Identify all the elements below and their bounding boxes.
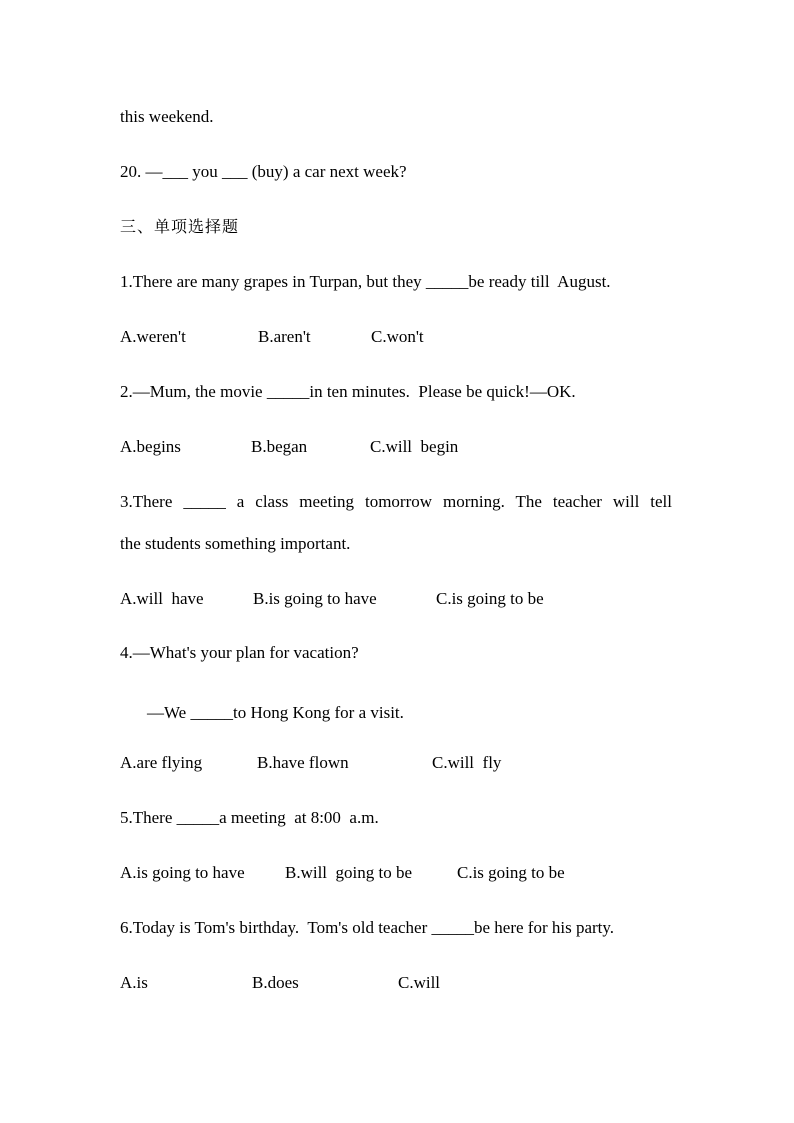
- question-5-option-c: C.is going to be: [457, 863, 565, 882]
- question-2-option-c: C.will begin: [370, 437, 459, 456]
- question-5-option-a: A.is going to have: [120, 863, 245, 882]
- question-3-option-a: A.will have: [120, 589, 204, 608]
- question-6-option-b: B.does: [252, 973, 299, 992]
- question-1-stem: 1.There are many grapes in Turpan, but they _____be ready till August.: [120, 272, 611, 291]
- question-3-option-c: C.is going to be: [436, 589, 544, 608]
- question-3-stem-line-2: the students something important.: [120, 534, 351, 553]
- previous-question-continuation: this weekend.: [120, 107, 214, 126]
- question-2-option-a: A.begins: [120, 437, 181, 456]
- question-2-option-b: B.began: [251, 437, 308, 456]
- question-20: 20. —___ you ___ (buy) a car next week?: [120, 162, 407, 181]
- question-5-stem: 5.There _____a meeting at 8:00 a.m.: [120, 808, 379, 827]
- question-1-option-b: B.aren't: [258, 327, 311, 346]
- question-3-stem-line-1: 3.There _____ a class meeting tomorrow morning. The teacher will tell: [120, 492, 672, 511]
- question-2-stem: 2.—Mum, the movie _____in ten minutes. Please be quick!—OK.: [120, 382, 576, 401]
- section-title: 三、单项选择题: [120, 217, 240, 236]
- question-4-stem: 4.—What's your plan for vacation?: [120, 643, 359, 662]
- question-6-option-a: A.is: [120, 973, 148, 992]
- question-4-reply: —We _____to Hong Kong for a visit.: [147, 703, 404, 722]
- question-3-option-b: B.is going to have: [253, 589, 377, 608]
- question-6-stem: 6.Today is Tom's birthday. Tom's old teacher _____be here for his party.: [120, 918, 615, 937]
- question-1-option-a: A.weren't: [120, 327, 186, 346]
- question-5-option-b: B.will going to be: [285, 863, 413, 882]
- question-1-option-c: C.won't: [371, 327, 424, 346]
- question-4-option-b: B.have flown: [257, 753, 349, 772]
- question-4-option-c: C.will fly: [432, 753, 502, 772]
- question-4-option-a: A.are flying: [120, 753, 203, 772]
- question-6-option-c: C.will: [398, 973, 441, 992]
